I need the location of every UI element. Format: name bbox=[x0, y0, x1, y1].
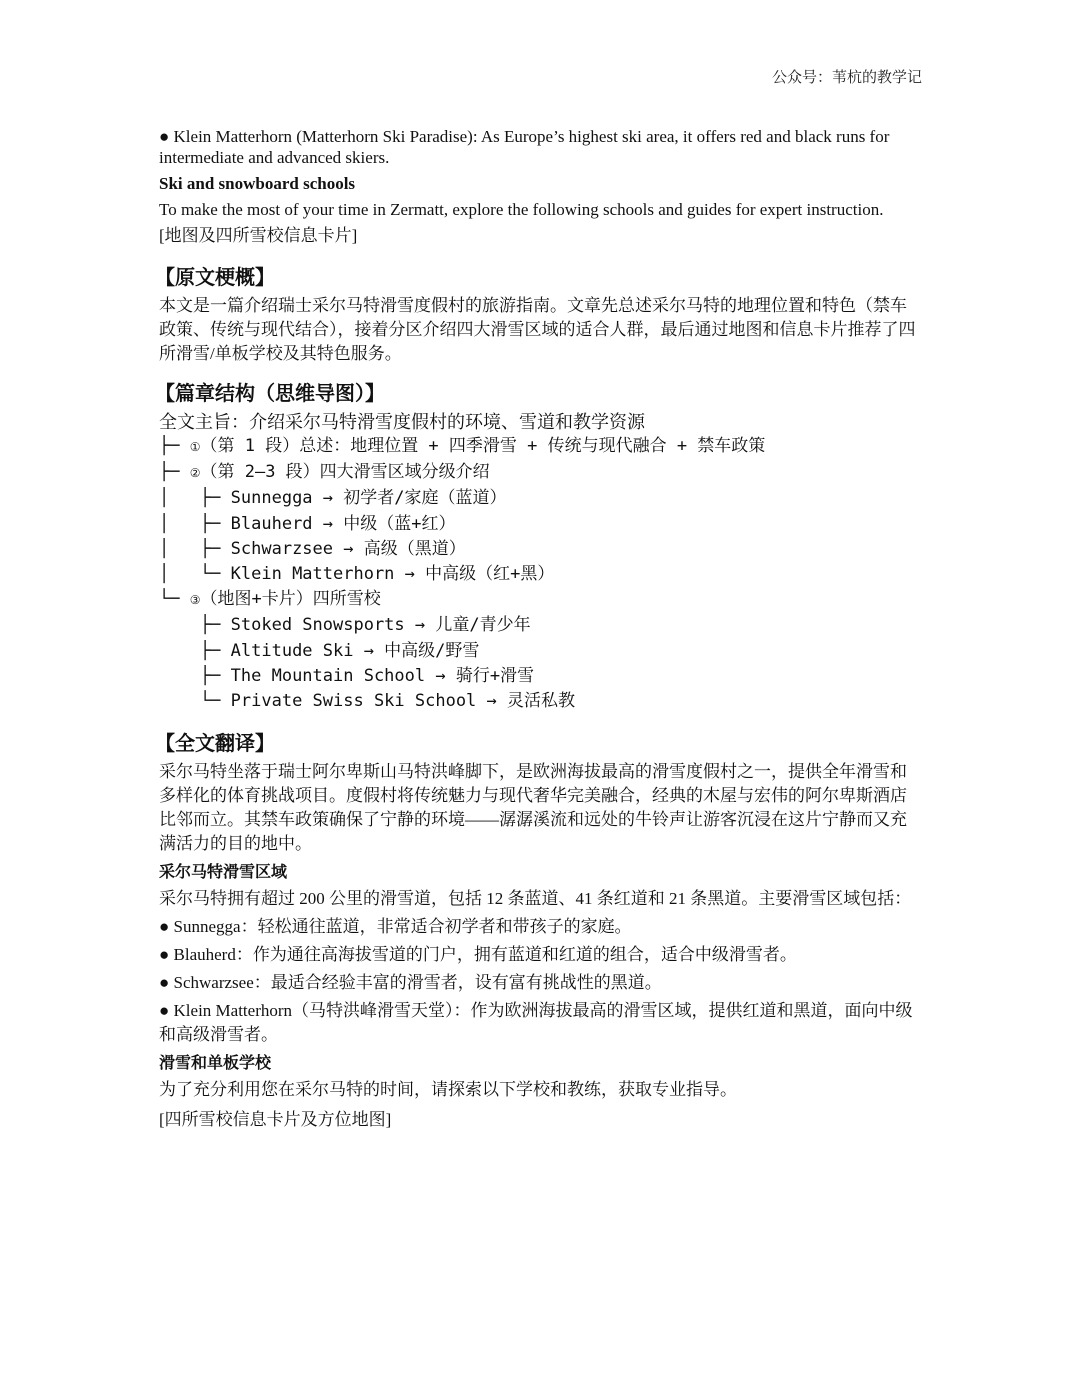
tree-row bbox=[159, 639, 923, 664]
tree-branch: └─ bbox=[159, 691, 231, 712]
english-bullet-klein: ● Klein Matterhorn (Matterhorn Ski Paradise): As Europe’s highest ski area, it offers red and black runs for intermediate and advanced skiers. bbox=[159, 127, 890, 167]
structure-heading: 【篇章结构（思维导图）】 bbox=[155, 381, 385, 405]
tree-label: Sunnegga → 初学者/家庭（蓝道） bbox=[230, 488, 507, 509]
tree-branch: │ ├─ bbox=[159, 513, 231, 534]
tree-row bbox=[159, 587, 923, 613]
tree-label: Blauherd → 中级（蓝+红） bbox=[230, 513, 456, 534]
tree-row bbox=[159, 613, 923, 638]
tree-label: Private Swiss Ski School → 灵活私教 bbox=[230, 691, 575, 712]
translation-areas-text: 采尔马特拥有超过 200 公里的滑雪道，包括 12 条蓝道、41 条红道和 21 条黑道。主要滑雪区域包括： bbox=[159, 889, 912, 909]
tree-number: ① bbox=[189, 440, 201, 454]
tree-label: Altitude Ski → 中高级/野雪 bbox=[230, 640, 480, 661]
tree-label: （第 2–3 段）四大滑雪区域分级介绍 bbox=[200, 462, 490, 483]
tree-row bbox=[159, 486, 923, 511]
tree-label: （第 1 段）总述：地理位置 + 四季滑雪 + 传统与现代融合 + 禁车政策 bbox=[200, 436, 766, 456]
english-schools-text: To make the most of your time in Zermatt, explore the following schools and guides for expert instruction. bbox=[159, 200, 884, 219]
translation-heading: 【全文翻译】 bbox=[155, 731, 275, 756]
translation-placeholder: [四所雪校信息卡片及方位地图] bbox=[159, 1110, 392, 1130]
tree-branch: ├─ bbox=[159, 615, 231, 636]
translation-intro: 采尔马特坐落于瑞士阿尔卑斯山马特洪峰脚下，是欧洲海拔最高的滑雪度假村之一，提供全年滑雪和多样化的体育挑战项目。度假村将传统魅力与现代奢华完美融合，经典的木屋与宏伟的阿尔卑斯酒店比邻而立。其禁车政策确保了宁静的环境——潺潺溪流和远处的牛铃声让游客沉浸在这片宁静而又充满活力的目的地中。 bbox=[159, 762, 907, 854]
tree-label: Schwarzsee → 高级（黑道） bbox=[230, 538, 466, 559]
translation-bullet-sunnegga: ● Sunnegga：轻松通往蓝道，非常适合初学者和带孩子的家庭。 bbox=[159, 917, 632, 937]
tree-label: （地图+卡片）四所雪校 bbox=[200, 589, 381, 610]
tree-label: Klein Matterhorn → 中高级（红+黑） bbox=[230, 564, 555, 585]
header-account: 公众号：苇杭的教学记 bbox=[771, 70, 922, 86]
tree-number: ② bbox=[189, 466, 201, 481]
tree-branch: │ ├─ bbox=[159, 538, 231, 559]
translation-areas-heading: 采尔马特滑雪区域 bbox=[159, 862, 288, 882]
tree-label: Stoked Snowsports → 儿童/青少年 bbox=[230, 615, 531, 636]
tree-row bbox=[159, 460, 923, 486]
tree-number: ③ bbox=[189, 593, 201, 608]
translation-bullet-schwarzsee: ● Schwarzsee：最适合经验丰富的滑雪者，设有富有挑战性的黑道。 bbox=[159, 973, 662, 993]
summary-text: 本文是一篇介绍瑞士采尔马特滑雪度假村的旅游指南。文章先总述采尔马特的地理位置和特色（禁车政策、传统与现代结合），接着分区介绍四大滑雪区域的适合人群，最后通过地图和信息卡片推荐了四所滑雪/单板学校及其特色服务。 bbox=[159, 296, 916, 363]
english-placeholder: [地图及四所雪校信息卡片] bbox=[159, 226, 358, 245]
tree-row bbox=[159, 689, 923, 714]
tree-label: The Mountain School → 骑行+滑雪 bbox=[230, 665, 535, 686]
tree-branch: ├─ bbox=[159, 436, 190, 456]
english-schools-heading: Ski and snowboard schools bbox=[159, 174, 356, 193]
translation-schools-text: 为了充分利用您在采尔马特的时间，请探索以下学校和教练，获取专业指导。 bbox=[159, 1080, 737, 1100]
tree-branch: └─ bbox=[159, 589, 190, 610]
tree-row bbox=[159, 434, 923, 460]
translation-bullet-klein: ● Klein Matterhorn（马特洪峰滑雪天堂）：作为欧洲海拔最高的滑雪区域，提供红道和黑道，面向中级和高级滑雪者。 bbox=[159, 1001, 913, 1045]
tree-row bbox=[159, 562, 923, 587]
tree-branch: ├─ bbox=[159, 665, 231, 686]
translation-bullet-blauherd: ● Blauherd：作为通往高海拔雪道的门户，拥有蓝道和红道的组合，适合中级滑雪者。 bbox=[159, 945, 797, 965]
document-body bbox=[155, 126, 923, 1135]
translation-schools-heading: 滑雪和单板学校 bbox=[159, 1053, 272, 1073]
tree-branch: │ ├─ bbox=[159, 488, 231, 509]
mind-map-tree bbox=[159, 434, 923, 714]
structure-theme: 全文主旨：介绍采尔马特滑雪度假村的环境、雪道和教学资源 bbox=[159, 412, 645, 432]
summary-heading: 【原文梗概】 bbox=[155, 265, 275, 289]
tree-branch: ├─ bbox=[159, 640, 231, 661]
tree-row bbox=[159, 537, 923, 562]
tree-row bbox=[159, 664, 923, 689]
tree-branch: ├─ bbox=[159, 462, 190, 483]
tree-row bbox=[159, 512, 923, 537]
tree-branch: │ └─ bbox=[159, 564, 231, 585]
